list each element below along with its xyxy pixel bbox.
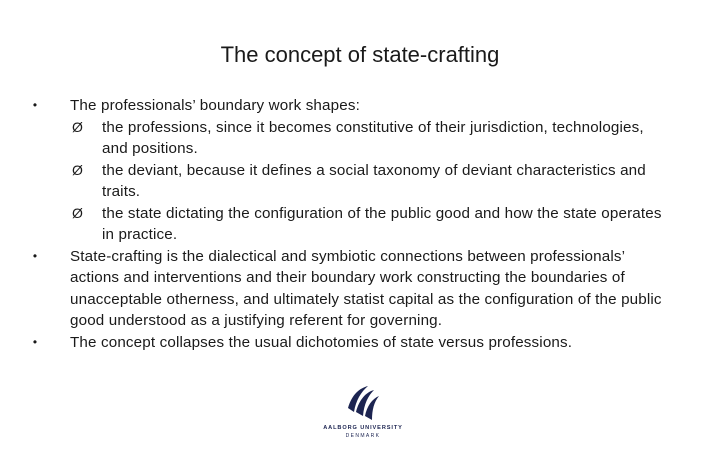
bullet-item	[30, 332, 670, 354]
bullet-item	[30, 246, 670, 332]
bullet-text: The concept collapses the usual dichotomies of state versus professions.	[70, 333, 573, 351]
logo-name: AALBORG UNIVERSITY	[323, 425, 403, 431]
wave-emblem-icon	[346, 384, 380, 424]
sub-bullet-text: the state dictating the configuration of the public good and how the state operates in practice.	[102, 204, 662, 243]
bullet-text: The professionals’ boundary work shapes:	[70, 97, 360, 114]
slide-content	[30, 95, 670, 353]
bullet-dot-icon: •	[32, 248, 38, 263]
logo-country: DENMARK	[345, 433, 381, 439]
university-logo	[318, 384, 408, 440]
sub-bullet-item	[70, 203, 670, 246]
sub-bullet-item	[70, 160, 670, 203]
sub-bullet-text: the deviant, because it defines a social taxonomy of deviant characteristics and traits.	[102, 161, 646, 200]
arrow-bullet-icon: Ø	[72, 118, 84, 135]
arrow-bullet-icon: Ø	[72, 204, 84, 221]
sub-bullet-item	[70, 117, 670, 160]
bullet-dot-icon: •	[32, 334, 38, 349]
sub-bullet-text: the professions, since it becomes constitutive of their jurisdiction, technologies, and positions.	[102, 118, 644, 157]
slide-title: The concept of state-crafting	[220, 42, 500, 67]
arrow-bullet-icon: Ø	[72, 161, 84, 178]
bullet-dot-icon: •	[32, 98, 38, 112]
bullet-text: State-crafting is the dialectical and symbiotic connections between professionals’ actions and interventions and their boundary work constructing the boundaries of unacceptable otherness, and ultimately statist capital as the configuration of the public good understood as a justifying referent for governing.	[70, 247, 662, 329]
bullet-item	[30, 95, 670, 246]
